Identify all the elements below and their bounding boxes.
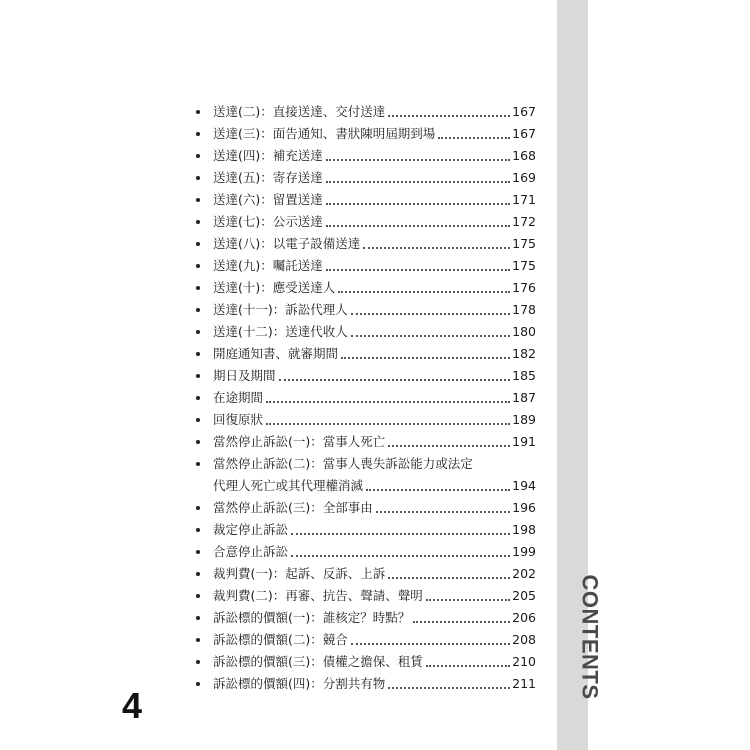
bullet-icon — [196, 220, 200, 224]
toc-entry[interactable] — [196, 673, 536, 695]
toc-entry-title-line2: 代理人死亡或其代理權消滅 — [213, 478, 364, 493]
toc-entry[interactable] — [196, 519, 536, 541]
toc-entry[interactable] — [196, 453, 536, 497]
toc-entry-page: 211 — [512, 676, 536, 691]
dot-leader — [326, 181, 510, 183]
dot-leader — [326, 269, 510, 271]
toc-entry[interactable] — [196, 145, 536, 167]
dot-leader — [388, 115, 510, 117]
toc-entry-title: 送達(四)：補充送達 — [213, 148, 323, 163]
dot-leader — [413, 621, 510, 623]
table-of-contents — [196, 101, 536, 695]
bullet-icon — [196, 572, 200, 576]
toc-entry-title: 訴訟標的價額(三)：債權之擔保、租賃 — [213, 654, 423, 669]
toc-entry[interactable] — [196, 123, 536, 145]
bullet-icon — [196, 418, 200, 422]
toc-entry-page: 208 — [512, 632, 536, 647]
toc-entry-title: 送達(十)：應受送達人 — [213, 280, 336, 295]
toc-entry[interactable] — [196, 211, 536, 233]
bullet-icon — [196, 264, 200, 268]
dot-leader — [326, 159, 510, 161]
bullet-icon — [196, 440, 200, 444]
toc-entry[interactable] — [196, 497, 536, 519]
toc-entry-title: 裁定停止訴訟 — [213, 522, 289, 537]
bullet-icon — [196, 660, 200, 664]
toc-entry[interactable] — [196, 431, 536, 453]
toc-entry-page: 176 — [512, 280, 536, 295]
toc-entry[interactable] — [196, 167, 536, 189]
dot-leader — [279, 379, 511, 381]
dot-leader — [266, 401, 510, 403]
toc-entry-title: 訴訟標的價額(四)：分割共有物 — [213, 676, 386, 691]
toc-entry-page: 175 — [512, 236, 536, 251]
bullet-icon — [196, 594, 200, 598]
toc-entry[interactable] — [196, 321, 536, 343]
toc-entry-page: 178 — [512, 302, 536, 317]
toc-entry-page: 168 — [512, 148, 536, 163]
dot-leader — [291, 533, 510, 535]
toc-entry-page: 205 — [512, 588, 536, 603]
bullet-icon — [196, 198, 200, 202]
toc-entry-title: 送達(十二)：送達代收人 — [213, 324, 348, 339]
dot-leader — [351, 643, 510, 645]
toc-entry-title-line1: 當然停止訴訟(二)：當事人喪失訴訟能力或法定 — [213, 456, 473, 471]
toc-entry[interactable] — [196, 541, 536, 563]
toc-entry[interactable] — [196, 585, 536, 607]
dot-leader — [426, 599, 510, 601]
toc-entry[interactable] — [196, 387, 536, 409]
toc-entry[interactable] — [196, 277, 536, 299]
dot-leader — [376, 511, 510, 513]
toc-entry[interactable] — [196, 101, 536, 123]
toc-entry-page: 187 — [512, 390, 536, 405]
toc-entry-page: 167 — [512, 104, 536, 119]
dot-leader — [326, 225, 510, 227]
bullet-icon — [196, 242, 200, 246]
toc-entry-title: 裁判費(一)：起訴、反訴、上訴 — [213, 566, 386, 581]
bullet-icon — [196, 462, 200, 466]
dot-leader — [351, 313, 510, 315]
toc-entry[interactable] — [196, 189, 536, 211]
contents-label-text: CONTENTS — [577, 574, 602, 700]
toc-entry-title: 訴訟標的價額(二)：競合 — [213, 632, 348, 647]
bullet-icon — [196, 396, 200, 400]
dot-leader — [351, 335, 510, 337]
toc-entry-line2 — [196, 475, 536, 497]
dot-leader — [363, 247, 510, 249]
dot-leader — [388, 445, 510, 447]
toc-entry-page: 175 — [512, 258, 536, 273]
dot-leader — [366, 489, 510, 491]
toc-entry-title: 回復原狀 — [213, 412, 264, 427]
toc-entry-title: 送達(六)：留置送達 — [213, 192, 323, 207]
toc-entry-title: 送達(八)：以電子設備送達 — [213, 236, 361, 251]
toc-entry-page: 169 — [512, 170, 536, 185]
bullet-icon — [196, 506, 200, 510]
toc-entry[interactable] — [196, 255, 536, 277]
dot-leader — [291, 555, 510, 557]
toc-entry-title: 合意停止訴訟 — [213, 544, 289, 559]
toc-entry[interactable] — [196, 299, 536, 321]
toc-entry-title: 當然停止訴訟(三)：全部事由 — [213, 500, 373, 515]
dot-leader — [266, 423, 510, 425]
toc-entry-page: 194 — [512, 478, 536, 493]
toc-entry[interactable] — [196, 343, 536, 365]
toc-entry-title: 期日及期間 — [213, 368, 276, 383]
toc-entry[interactable] — [196, 365, 536, 387]
dot-leader — [426, 665, 510, 667]
toc-entry-title: 在途期間 — [213, 390, 264, 405]
toc-entry[interactable] — [196, 409, 536, 431]
toc-entry-title: 訴訟標的價額(一)：誰核定？時點？ — [213, 610, 411, 625]
bullet-icon — [196, 132, 200, 136]
toc-entry-page: 196 — [512, 500, 536, 515]
toc-entry-page: 182 — [512, 346, 536, 361]
toc-entry-page: 206 — [512, 610, 536, 625]
toc-entry-page: 198 — [512, 522, 536, 537]
bullet-icon — [196, 308, 200, 312]
contents-side-label — [557, 572, 621, 702]
toc-entry[interactable] — [196, 607, 536, 629]
dot-leader — [388, 687, 510, 689]
toc-entry-page: 189 — [512, 412, 536, 427]
toc-entry-page: 191 — [512, 434, 536, 449]
toc-entry[interactable] — [196, 233, 536, 255]
bullet-icon — [196, 638, 200, 642]
toc-entry[interactable] — [196, 563, 536, 585]
toc-entry-page: 199 — [512, 544, 536, 559]
toc-entry-page: 185 — [512, 368, 536, 383]
bullet-icon — [196, 330, 200, 334]
bullet-icon — [196, 154, 200, 158]
bullet-icon — [196, 110, 200, 114]
toc-entry-title: 送達(十一)：訴訟代理人 — [213, 302, 348, 317]
toc-entry-page: 180 — [512, 324, 536, 339]
toc-entry-title: 送達(三)：面告通知、書狀陳明屆期到場 — [213, 126, 436, 141]
bullet-icon — [196, 550, 200, 554]
dot-leader — [341, 357, 510, 359]
bullet-icon — [196, 176, 200, 180]
toc-entry-title: 送達(九)：囑託送達 — [213, 258, 323, 273]
toc-entry-page: 167 — [512, 126, 536, 141]
bullet-icon — [196, 528, 200, 532]
toc-entry-page: 171 — [512, 192, 536, 207]
toc-entry[interactable] — [196, 629, 536, 651]
toc-entry[interactable] — [196, 651, 536, 673]
page-number: 4 — [122, 685, 143, 726]
dot-leader — [326, 203, 510, 205]
bullet-icon — [196, 682, 200, 686]
toc-entry-title: 送達(五)：寄存送達 — [213, 170, 323, 185]
toc-entry-title: 開庭通知書、就審期間 — [213, 346, 339, 361]
toc-entry-title: 送達(七)：公示送達 — [213, 214, 323, 229]
toc-entry-page: 172 — [512, 214, 536, 229]
toc-entry-title: 裁判費(二)：再審、抗告、聲請、聲明 — [213, 588, 423, 603]
toc-entry-title: 當然停止訴訟(一)：當事人死亡 — [213, 434, 386, 449]
toc-entry-title: 送達(二)：直接送達、交付送達 — [213, 104, 386, 119]
bullet-icon — [196, 616, 200, 620]
toc-entry-page: 202 — [512, 566, 536, 581]
bullet-icon — [196, 286, 200, 290]
dot-leader — [438, 137, 510, 139]
dot-leader — [338, 291, 510, 293]
bullet-icon — [196, 352, 200, 356]
bullet-icon — [196, 374, 200, 378]
dot-leader — [388, 577, 510, 579]
toc-entry-page: 210 — [512, 654, 536, 669]
